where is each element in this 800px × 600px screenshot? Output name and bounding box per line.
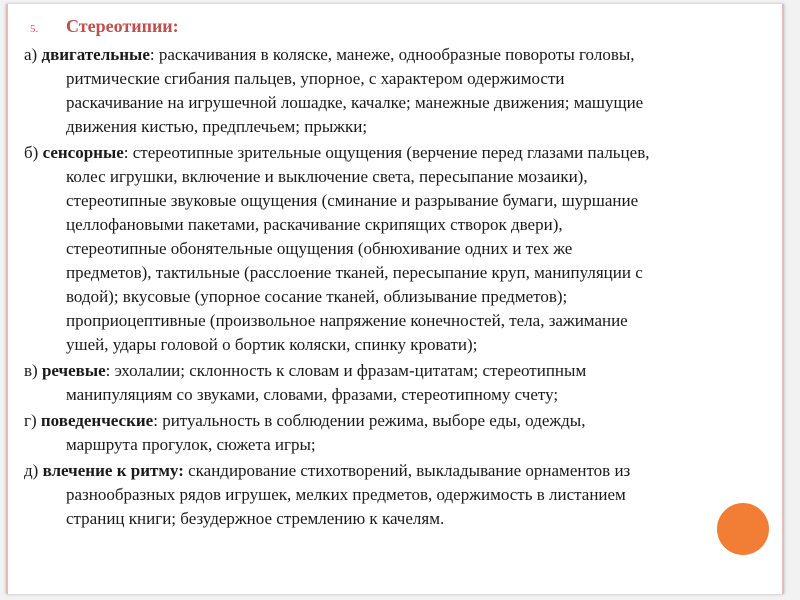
paragraph-first-text: : раскачивания в коляске, манеже, однообразные повороты головы, xyxy=(149,45,635,64)
paragraph-term: сенсорные xyxy=(42,143,124,162)
slide-border-right xyxy=(782,4,784,594)
paragraph-prefix: а) xyxy=(24,45,42,64)
heading xyxy=(30,14,762,41)
paragraph-term: поведенческие xyxy=(40,411,154,430)
paragraph-first-text: : стереотипные зрительные ощущения (верчение перед глазами пальцев, xyxy=(123,143,650,162)
paragraph-line: стереотипные обонятельные ощущения (обнюхивание одних и тех же xyxy=(66,239,573,258)
paragraph-first-line xyxy=(24,459,762,483)
paragraph-first-line xyxy=(24,359,762,383)
paragraph-first-line xyxy=(24,409,762,433)
paragraph-line: целлофановыми пакетами, раскачивание скрипящих створок двери), xyxy=(66,215,563,234)
slide xyxy=(6,4,784,594)
paragraph-first-text: : эхолалии; склонность к словам и фразам-цитатам; стереотипным xyxy=(105,361,587,380)
paragraph-line: колес игрушки, включение и выключение света, пересыпание мозаики), xyxy=(66,167,588,186)
paragraph-line: страниц книги; безудержное стремлению к качелям. xyxy=(66,509,445,528)
paragraph-line: разнообразных рядов игрушек, мелких предметов, одержимость в листанием xyxy=(66,485,626,504)
paragraph-line: проприоцептивные (произвольное напряжение конечностей, тела, зажимание xyxy=(66,311,628,330)
paragraph xyxy=(24,43,762,139)
paragraph-line: ушей, удары головой о бортик коляски, спинку кровати); xyxy=(66,335,478,354)
paragraph-line: движения кистью, предплечьем; прыжки; xyxy=(66,117,368,136)
paragraph-term: двигательные xyxy=(41,45,150,64)
paragraph-first-text: : ритуальность в соблюдении режима, выборе еды, одежды, xyxy=(153,411,586,430)
paragraph xyxy=(24,141,762,357)
decorative-orange-circle xyxy=(717,503,769,555)
paragraph-first-line xyxy=(24,141,762,165)
paragraph-line: предметов), тактильные (расслоение тканей, пересыпание круп, манипуляции с xyxy=(66,263,643,282)
paragraph-prefix: в) xyxy=(24,361,42,380)
paragraph-prefix: д) xyxy=(24,461,43,480)
paragraph xyxy=(24,359,762,407)
heading-title: Стереотипии: xyxy=(66,16,179,36)
paragraph-term: речевые xyxy=(41,361,106,380)
paragraph-list xyxy=(24,43,762,531)
slide-border-left xyxy=(6,4,8,594)
paragraph-line: раскачивание на игрушечной лошадке, качалке; манежные движения; машущие xyxy=(66,93,644,112)
paragraph-term: влечение к ритму: xyxy=(42,461,184,480)
paragraph-prefix: г) xyxy=(24,411,41,430)
paragraph-line: водой); вкусовые (упорное сосание тканей, облизывание предметов); xyxy=(66,287,568,306)
paragraph-line: ритмические сгибания пальцев, упорное, с характером одержимости xyxy=(66,69,565,88)
paragraph-first-text: скандирование стихотворений, выкладывание орнаментов из xyxy=(183,461,631,480)
slide-content xyxy=(24,14,762,531)
paragraph-first-line xyxy=(24,43,762,67)
paragraph-line: стереотипные звуковые ощущения (сминание и разрывание бумаги, шуршание xyxy=(66,191,639,210)
heading-number: 5. xyxy=(30,23,39,35)
paragraph-prefix: б) xyxy=(24,143,43,162)
paragraph-line: маршрута прогулок, сюжета игры; xyxy=(66,435,316,454)
paragraph xyxy=(24,459,762,531)
paragraph xyxy=(24,409,762,457)
paragraph-line: манипуляциям со звуками, словами, фразами, стереотипному счету; xyxy=(66,385,559,404)
